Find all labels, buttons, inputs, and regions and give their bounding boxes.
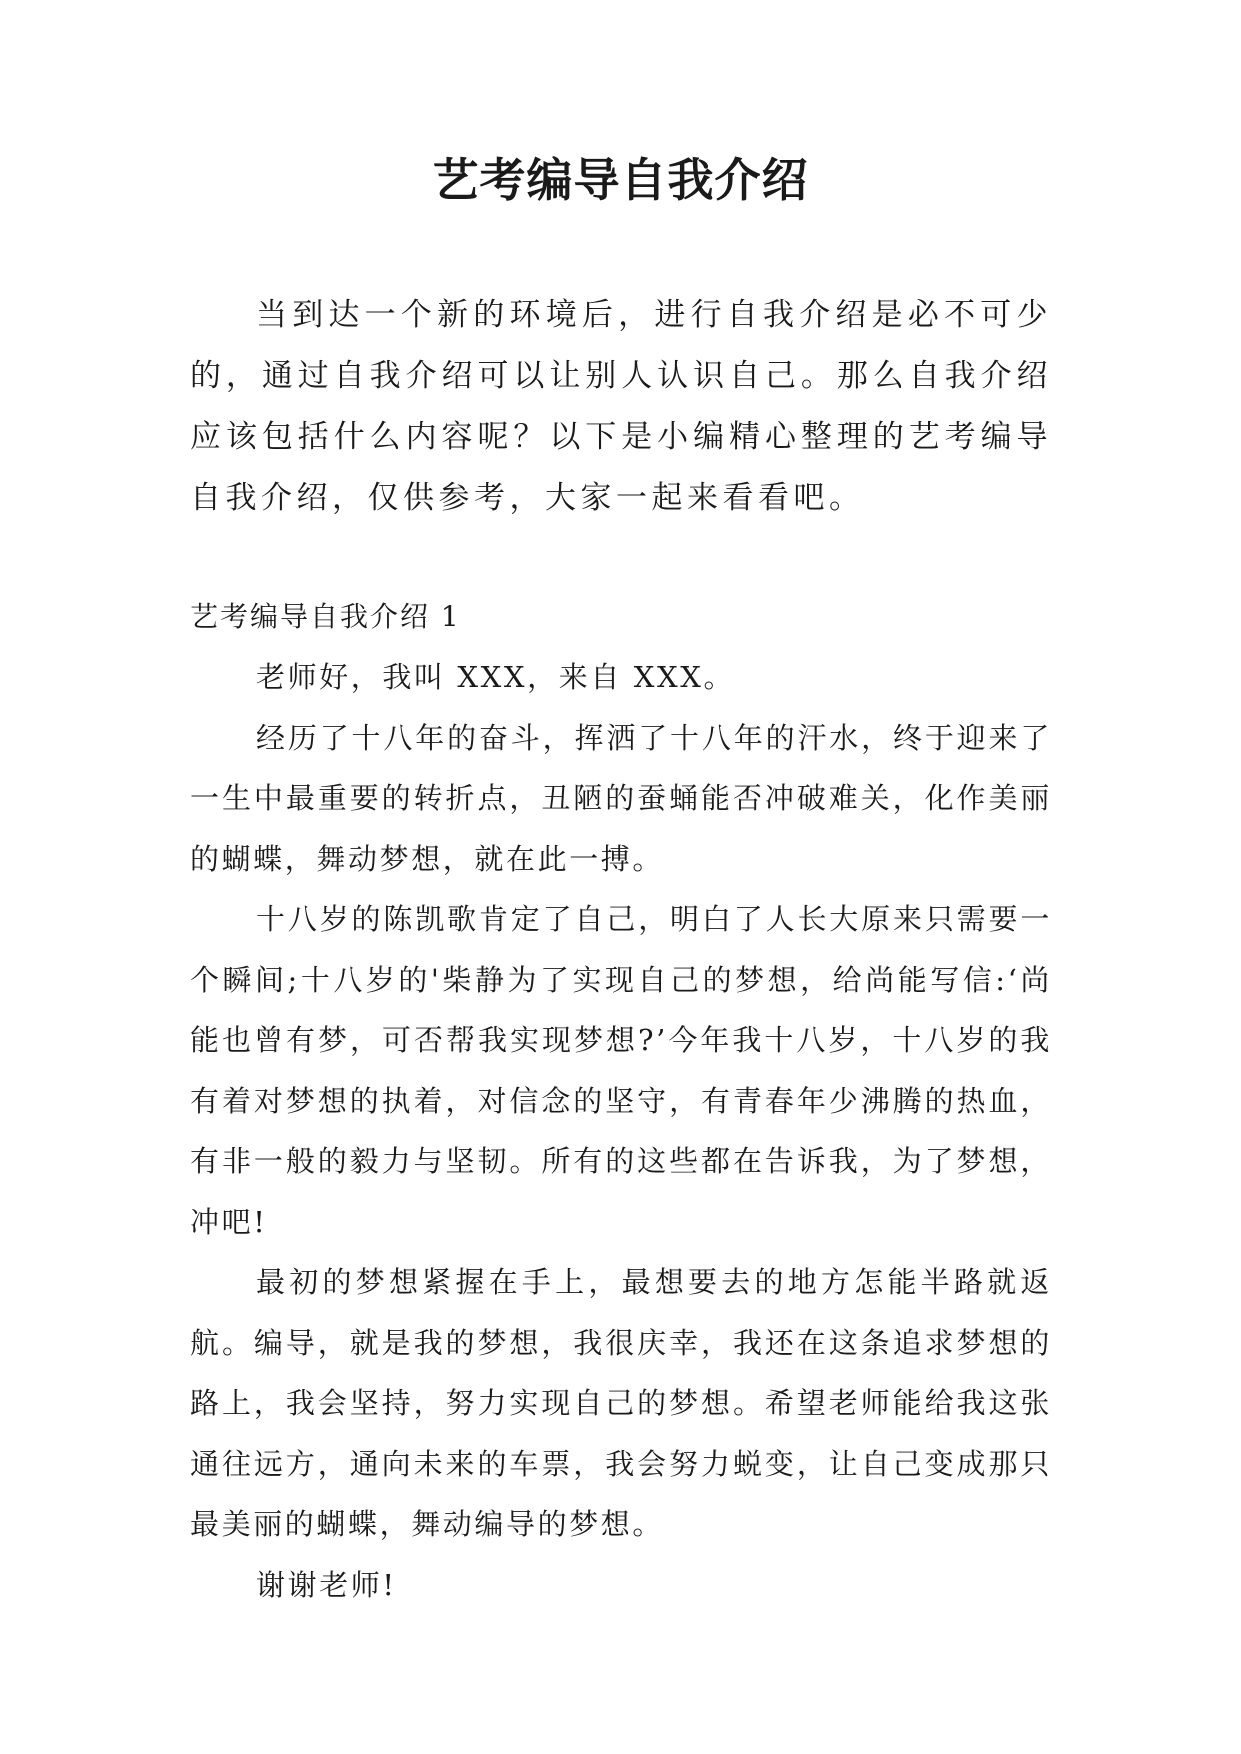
document-body bbox=[190, 285, 1052, 1615]
paragraph-struggle: 经历了十八年的奋斗，挥洒了十八年的汗水，终于迎来了一生中最重要的转折点，丑陋的蚕蛹能否冲破难关，化作美丽的蝴蝶，舞动梦想，就在此一搏。 bbox=[190, 720, 1052, 876]
paragraph-dream: 最初的梦想紧握在手上，最想要去的地方怎能半路就返航。编导，就是我的梦想，我很庆幸，我还在这条追求梦想的路上，我会坚持，努力实现自己的梦想。希望老师能给我这张通往远方，通向未来的车票，我会努力蜕变，让自己变成那只最美丽的蝴蝶，舞动编导的梦想。 bbox=[190, 1265, 1052, 1541]
section-1 bbox=[190, 587, 1052, 1615]
paragraph-eighteen: 十八岁的陈凯歌肯定了自己，明白了人长大原来只需要一个瞬间;十八岁的'柴静为了实现自己的梦想，给尚能写信:‘尚能也曾有梦，可否帮我实现梦想?’今年我十八岁，十八岁的我有着对梦想的执着，对信念的坚守，有青春年少沸腾的热血，有非一般的毅力与坚韧。所有的这些都在告诉我，为了梦想，冲吧! bbox=[190, 902, 1052, 1239]
paragraph-greeting: 老师好，我叫 XXX，来自 XXX。 bbox=[256, 660, 736, 694]
section-heading: 艺考编导自我介绍 1 bbox=[190, 600, 461, 633]
paragraph-thanks: 谢谢老师! bbox=[256, 1567, 397, 1602]
intro-paragraph: 当到达一个新的环境后，进行自我介绍是必不可少的，通过自我介绍可以让别人认识自己。那么自我介绍应该包括什么内容呢？以下是小编精心整理的艺考编导自我介绍，仅供参考，大家一起来看看吧。 bbox=[190, 297, 1052, 516]
document-title: 艺考编导自我介绍 bbox=[432, 153, 809, 207]
